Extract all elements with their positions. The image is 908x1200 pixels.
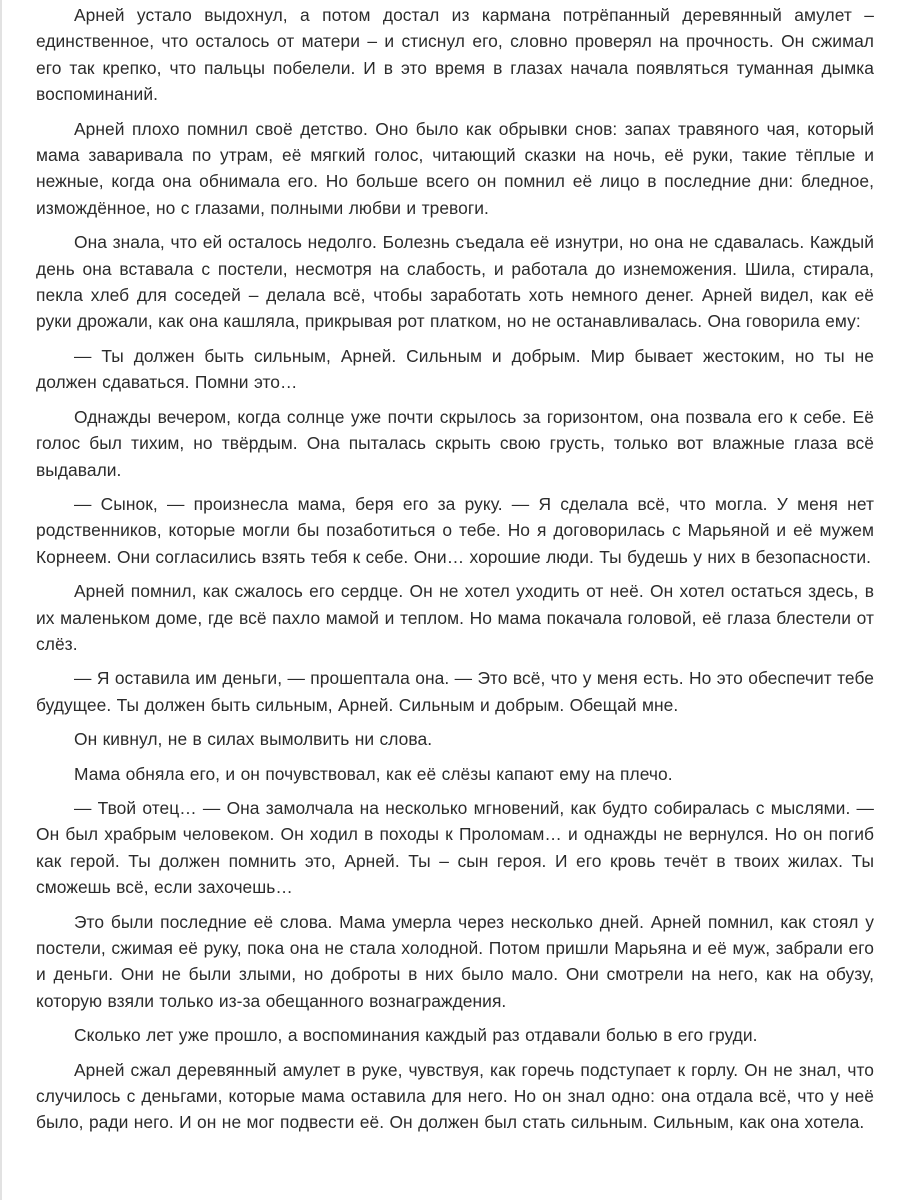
paragraph: Сколько лет уже прошло, а воспоминания каждый раз отдавали болью в его груди. (74, 1025, 758, 1046)
story-text (36, 2, 874, 1136)
paragraph: Однажды вечером, когда солнце уже почти скрылось за горизонтом, она позвала его к себе. Её голос был тихим, но твёрдым. Она пыталась скрыть свою грусть, только вот влажные глаза всё выдавали. (36, 406, 874, 480)
paragraph: Он кивнул, не в силах вымолвить ни слова. (74, 729, 433, 750)
paragraph: Мама обняла его, и он почувствовал, как её слёзы капают ему на плечо. (74, 763, 673, 784)
dialogue-paragraph: — Твой отец… — Она замолчала на несколько мгновений, как будто собиралась с мыслями. — Он был храбрым человеком. Он ходил в походы к Проломам… и однажды не вернулся. Но он погиб как герой. Ты должен помнить это, Арней. Ты – сын героя. И его кровь течёт в твоих жилах. Ты сможешь всё, если захочешь… (36, 797, 874, 898)
paragraph: Это были последние её слова. Мама умерла через несколько дней. Арней помнил, как стоял у постели, сжимая её руку, пока она не стала холодной. Потом пришли Марьяна и её муж, забрали его и деньги. Они не были злыми, но доброты в них было мало. Они смотрели на него, как на обузу, которую взяли только из-за обещанного вознаграждения. (36, 911, 874, 1011)
paragraph: Она знала, что ей осталось недолго. Болезнь съедала её изнутри, но она не сдавалась. Каждый день она вставала с постели, несмотря на слабость, и работала до изнеможения. Шила, стирала, пекла хлеб для соседей – делала всё, чтобы заработать хоть немного денег. Арней видел, как её руки дрожали, как она кашляла, прикрывая рот платком, но не останавливалась. Она говорила ему: (36, 232, 874, 332)
dialogue-paragraph: — Ты должен быть сильным, Арней. Сильным и добрым. Мир бывает жестоким, но ты не должен сдаваться. Помни это… (36, 345, 874, 393)
dialogue-paragraph: — Я оставила им деньги, — прошептала она. — Это всё, что у меня есть. Но это обеспечит тебе будущее. Ты должен быть сильным, Арней. Сильным и добрым. Обещай мне. (36, 668, 874, 715)
paragraph: Арней устало выдохнул, а потом достал из кармана потрёпанный деревянный амулет – единственное, что осталось от матери – и стиснул его, словно проверял на прочность. Он сжимал его так крепко, что пальцы побелели. И в это время в глазах начала появляться туманная дымка воспоминаний. (36, 5, 874, 105)
paragraph: Арней помнил, как сжалось его сердце. Он не хотел уходить от неё. Он хотел остаться здесь, в их маленьком доме, где всё пахло мамой и теплом. Но мама покачала головой, её глаза блестели от слёз. (36, 581, 874, 654)
left-border (0, 0, 2, 1200)
paragraph: Арней плохо помнил своё детство. Оно было как обрывки снов: запах травяного чая, который мама заваривала по утрам, её мягкий голос, читающий сказки на ночь, её руки, такие тёплые и нежные, когда она обнимала его. Но больше всего он помнил её лицо в последние дни: бледное, измождённое, но с глазами, полными любви и тревоги. (36, 118, 874, 218)
paragraph: Арней сжал деревянный амулет в руке, чувствуя, как горечь подступает к горлу. Он не знал, что случилось с деньгами, которые мама оставила для него. Но он знал одно: она отдала всё, что у неё было, ради него. И он не мог подвести её. Он должен был стать сильным. Сильным, как она хотела. (36, 1059, 874, 1133)
dialogue-paragraph: — Сынок, — произнесла мама, беря его за руку. — Я сделала всё, что могла. У меня нет родственников, которые могли бы позаботиться о тебе. Но я договорилась с Марьяной и её мужем Корнеем. Они согласились взять тебя к себе. Они… хорошие люди. Ты будешь у них в безопасности. (36, 493, 874, 567)
